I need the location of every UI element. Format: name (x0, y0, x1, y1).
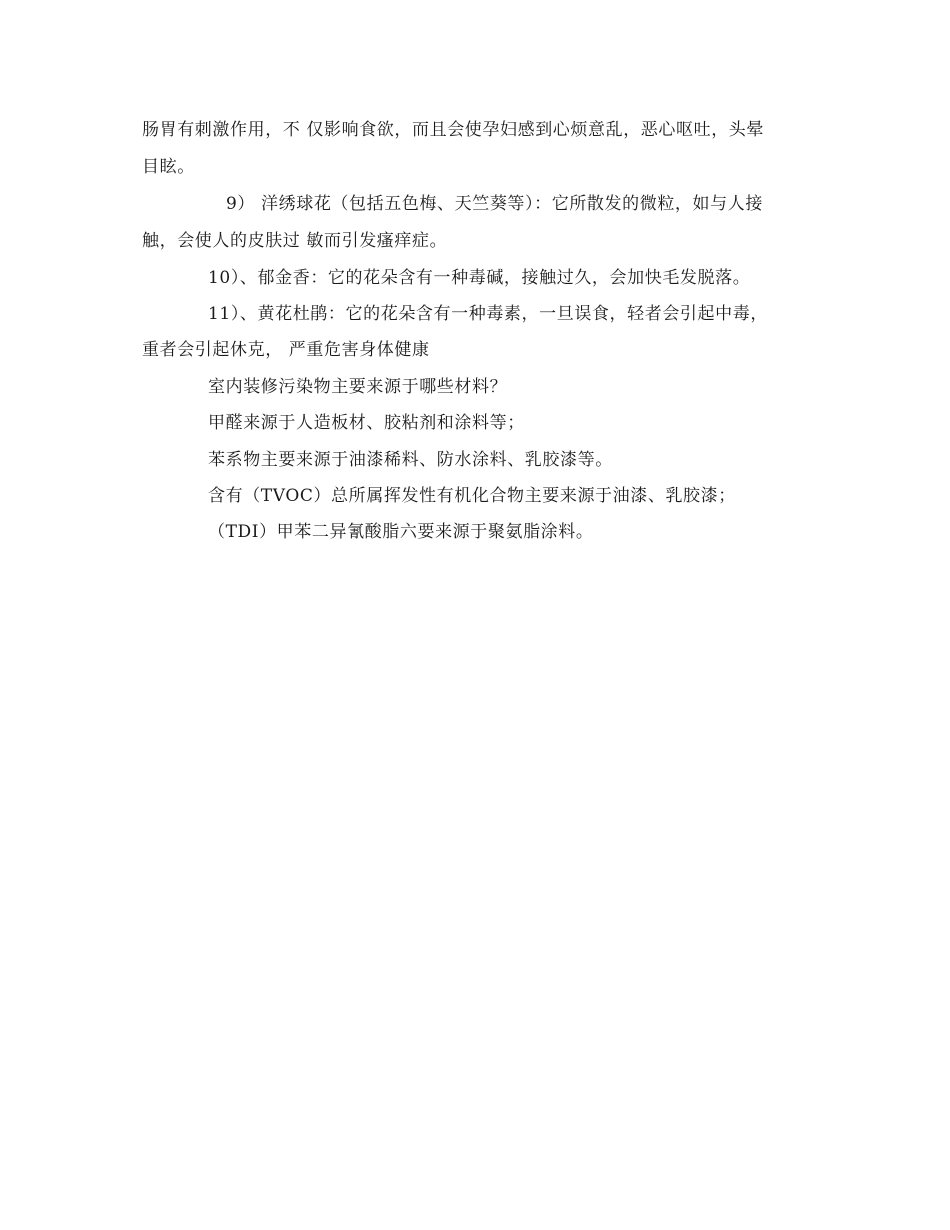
paragraph-line: 目眩。 (142, 157, 195, 177)
paragraph-line: （TDI）甲苯二异氰酸脂六要来源于聚氨脂涂料。 (208, 522, 594, 542)
paragraph-line: 9） 洋绣球花（包括五色梅、天竺葵等）：它所散发的微粒，如与人接 (226, 194, 763, 214)
paragraph-line: 10）、郁金香：它的花朵含有一种毒碱，接触过久，会加快毛发脱落。 (208, 268, 751, 288)
paragraph-line: 重者会引起休克， 严重危害身体健康 (142, 340, 430, 360)
paragraph-line: 甲醛来源于人造板材、胶粘剂和涂料等； (208, 413, 525, 433)
paragraph-line: 11）、黄花杜鹃：它的花朵含有一种毒素，一旦误食，轻者会引起中毒， (208, 304, 768, 324)
paragraph-line: 触，会使人的皮肤过 敏而引发瘙痒症。 (142, 231, 448, 251)
paragraph-line: 室内装修污染物主要来源于哪些材料？ (208, 377, 508, 397)
paragraph-line: 含有（TVOC）总所属挥发性有机化合物主要来源于油漆、乳胶漆； (208, 486, 736, 506)
paragraph-line: 苯系物主要来源于油漆稀料、防水涂料、乳胶漆等。 (208, 450, 613, 470)
paragraph-line: 肠胃有刺激作用，不 仅影响食欲，而且会使孕妇感到心烦意乱，恶心呕吐，头晕 (142, 120, 765, 140)
